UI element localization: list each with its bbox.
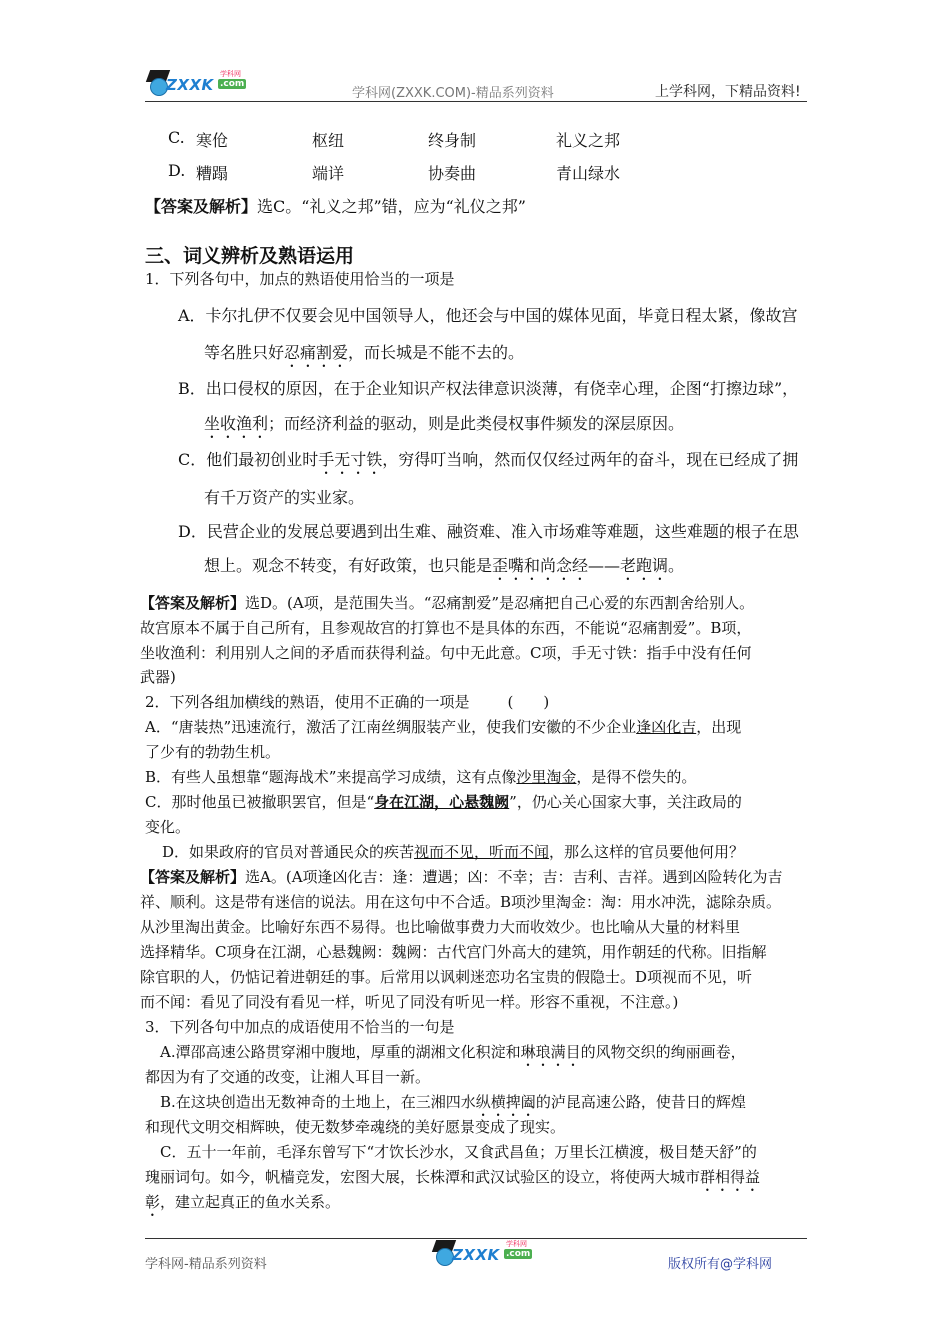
q1-option-c-line2: 有千万资产的实业家。 bbox=[204, 488, 365, 507]
text: ；而经济利益的驱动，则是此类侵权事件频发的深层原因。 bbox=[268, 414, 685, 433]
q2-option-c-line2: 变化。 bbox=[145, 818, 191, 836]
dotted-idiom: 忍痛割爱 bbox=[284, 343, 349, 362]
question-1-stem: 1．下列各句中，加点的熟语使用恰当的一项是 bbox=[145, 270, 455, 288]
answer-1-line2: 故宫原本不属于自己所有，且参观故宫的打算也不是具体的东西，不能说“忍痛割爱”。B项， bbox=[140, 619, 752, 637]
text: 选A。(A项逢凶化吉：逢：遭遇；凶：不幸；吉：吉利、吉祥。遇到凶险转化为吉 bbox=[245, 868, 783, 886]
question-2-stem bbox=[145, 691, 549, 712]
option-d-word3: 协奏曲 bbox=[428, 164, 477, 183]
text: C．他们最初创业时 bbox=[178, 450, 319, 469]
text: 想上。观念不转变，有好政策，也只能是 bbox=[204, 556, 493, 575]
text: 的泸昆高速公路，使昔日的辉煌 bbox=[535, 1093, 746, 1111]
text: A.潭邵高速公路贯穿湘中腹地，厚重的湖湘文化积淀和 bbox=[160, 1043, 521, 1061]
question-3-stem: 3．下列各句中加点的成语使用不恰当的一句是 bbox=[145, 1018, 455, 1036]
q1-option-b-line2 bbox=[204, 411, 684, 442]
logo-text: ZXXK bbox=[452, 1246, 500, 1264]
answer-paren: ( ) bbox=[507, 693, 550, 711]
text: 等名胜只好 bbox=[204, 343, 285, 362]
q2-option-d bbox=[162, 841, 744, 862]
text: A．“唐装热”迅速流行，激活了江南丝绸服装产业，使我们安徽的不少企业 bbox=[145, 718, 637, 736]
text: ”，仍心关心国家大事，关注政局的 bbox=[509, 793, 742, 811]
dotted-idiom: 琳琅满目 bbox=[520, 1043, 581, 1061]
logo-cn: 学科网 bbox=[220, 70, 241, 78]
q2-option-b bbox=[145, 766, 696, 787]
option-c-word3: 终身制 bbox=[428, 131, 477, 150]
text: D．如果政府的官员对普通民众的疾苦 bbox=[162, 843, 415, 861]
header-right: 上学科网，下精品资料! bbox=[655, 84, 801, 100]
q1-option-d-line2 bbox=[204, 553, 684, 584]
text: ，那么这样的官员要他何用？ bbox=[549, 843, 745, 861]
answer-text: 选C。“礼义之邦”错，应为“礼仪之邦” bbox=[257, 197, 526, 216]
logo-cn: 学科网 bbox=[506, 1240, 527, 1248]
answer-tag: 【答案及解析】 bbox=[145, 197, 258, 216]
option-d-word1: 糟蹋 bbox=[196, 164, 229, 183]
q1-option-b-line1: B．出口侵权的原因，在于企业知识产权法律意识淡薄，有侥幸心理，企图“打擦边球”， bbox=[178, 379, 799, 398]
footer-divider bbox=[145, 1238, 807, 1239]
option-c-label: C. bbox=[168, 128, 185, 147]
text: ，穷得叮当响，然而仅仅经过两年的奋斗，现在已经成了拥 bbox=[382, 450, 799, 469]
q2-option-a-line1 bbox=[145, 716, 741, 737]
answer-1-line3: 坐收渔利：利用别人之间的矛盾而获得利益。句中无此意。C项，手无寸铁：指手中没有任何 bbox=[140, 644, 752, 662]
underlined-idiom: 身在江湖，心悬魏阙 bbox=[374, 793, 510, 811]
answer-2-line6: 而不闻：看见了同没有看见一样，听见了同没有听见一样。形容不重视，不注意。) bbox=[140, 993, 679, 1011]
zxxk-footer-logo bbox=[434, 1240, 534, 1268]
q3-option-c-line1: C．五十一年前，毛泽东曾写下“才饮长沙水，又食武昌鱼；万里长江横渡，极目楚天舒”的 bbox=[160, 1143, 757, 1161]
logo-com: .com bbox=[506, 1249, 531, 1259]
q3-option-a-line2: 都因为有了交通的改变，让湘人耳目一新。 bbox=[145, 1068, 431, 1086]
text: B．有些人虽想靠“题海战术”来提高学习成绩，这有点像 bbox=[145, 768, 517, 786]
option-d-word2: 端详 bbox=[312, 164, 345, 183]
text: 选D。(A项，是范围失当。“忍痛割爱”是忍痛把自己心爱的东西割舍给别人。 bbox=[245, 594, 755, 612]
q2-option-a-line2: 了少有的勃勃生机。 bbox=[145, 743, 281, 761]
q1-option-a-line2 bbox=[204, 340, 524, 371]
option-c-word4: 礼义之邦 bbox=[556, 131, 621, 150]
dotted-idiom: 群相得益 bbox=[700, 1168, 761, 1186]
answer-0 bbox=[145, 194, 526, 217]
text: B.在这块创造出无数神奇的土地上，在三湘四水 bbox=[160, 1093, 476, 1111]
zxxk-logo bbox=[148, 70, 248, 98]
header-divider bbox=[145, 101, 807, 102]
answer-1-line4: 武器) bbox=[140, 668, 176, 686]
text: ，出现 bbox=[696, 718, 742, 736]
text: 的风物交织的绚丽画卷， bbox=[580, 1043, 746, 1061]
text: C．那时他虽已被撤职罢官，但是“ bbox=[145, 793, 375, 811]
text: ，建立起真正的鱼水关系。 bbox=[160, 1193, 341, 1211]
dotted-idiom: 坐收渔利 bbox=[204, 414, 269, 433]
answer-tag: 【答案及解析】 bbox=[140, 868, 246, 886]
answer-2-line2: 祥、顺利。这是带有迷信的说法。用在这句中不合适。B项沙里淘金：淘：用水冲洗，滤除杂质。 bbox=[140, 893, 782, 911]
dotted-idiom: 纵横捭阖 bbox=[475, 1093, 536, 1111]
option-d-label: D. bbox=[168, 161, 186, 180]
text: 。 bbox=[668, 556, 685, 575]
q3-option-c-line3 bbox=[145, 1191, 340, 1220]
q3-option-b-line2: 和现代文明交相辉映，使无数梦牵魂绕的美好愿景变成了现实。 bbox=[145, 1118, 566, 1136]
underlined-idiom: 逢凶化吉 bbox=[636, 718, 697, 736]
footer-right: 版权所有@学科网 bbox=[668, 1257, 773, 1272]
footer-left: 学科网-精品系列资料 bbox=[145, 1257, 267, 1272]
text: ，是得不偿失的。 bbox=[576, 768, 697, 786]
answer-tag: 【答案及解析】 bbox=[140, 594, 246, 612]
underlined-idiom: 视而不见，听而不闻 bbox=[414, 843, 550, 861]
header-center: 学科网(ZXXK.COM)-精品系列资料 bbox=[352, 86, 554, 101]
dotted-idiom: 歪嘴和尚念经——老跑调 bbox=[492, 556, 669, 575]
answer-2-line4: 选择精华。C项身在江湖，心悬魏阙：魏阙：古代宫门外高大的建筑，用作朝廷的代称。旧指解 bbox=[140, 943, 767, 961]
q1-option-c-line1 bbox=[178, 447, 798, 478]
answer-2-line5: 除官职的人，仍惦记着进朝廷的事。后常用以讽刺迷恋功名宝贵的假隐士。D项视而不见，听 bbox=[140, 968, 753, 986]
text: 2．下列各组加横线的熟语，使用不正确的一项是 bbox=[145, 693, 470, 711]
underlined-idiom: 沙里淘金 bbox=[516, 768, 577, 786]
answer-2-line1 bbox=[140, 866, 783, 887]
text: ，而长城是不能不去的。 bbox=[348, 343, 525, 362]
q2-option-c-line1 bbox=[145, 791, 742, 812]
dotted-idiom: 彰 bbox=[145, 1193, 161, 1211]
dotted-idiom: 手无寸铁 bbox=[318, 450, 383, 469]
text: 瑰丽词句。如今，帆樯竞发，宏图大展，长株潭和武汉试验区的设立，将使两大城市 bbox=[145, 1168, 701, 1186]
logo-text: ZXXK bbox=[166, 76, 214, 94]
option-c-word2: 枢纽 bbox=[312, 131, 345, 150]
option-c-word1: 寒伧 bbox=[196, 131, 229, 150]
option-d-word4: 青山绿水 bbox=[556, 164, 621, 183]
logo-com: .com bbox=[220, 79, 245, 89]
answer-1-line1 bbox=[140, 592, 754, 613]
q1-option-d-line1: D．民营企业的发展总要遇到出生难、融资难、准入市场难等难题，这些难题的根子在思 bbox=[178, 522, 799, 541]
section-title: 三、词义辨析及熟语运用 bbox=[145, 245, 355, 267]
answer-2-line3: 从沙里淘出黄金。比喻好东西不易得。也比喻做事费力大而收效少。也比喻从大量的材料里 bbox=[140, 918, 741, 936]
q1-option-a-line1: A．卡尔扎伊不仅要会见中国领导人，他还会与中国的媒体见面，毕竟日程太紧，像故宫 bbox=[178, 306, 798, 325]
